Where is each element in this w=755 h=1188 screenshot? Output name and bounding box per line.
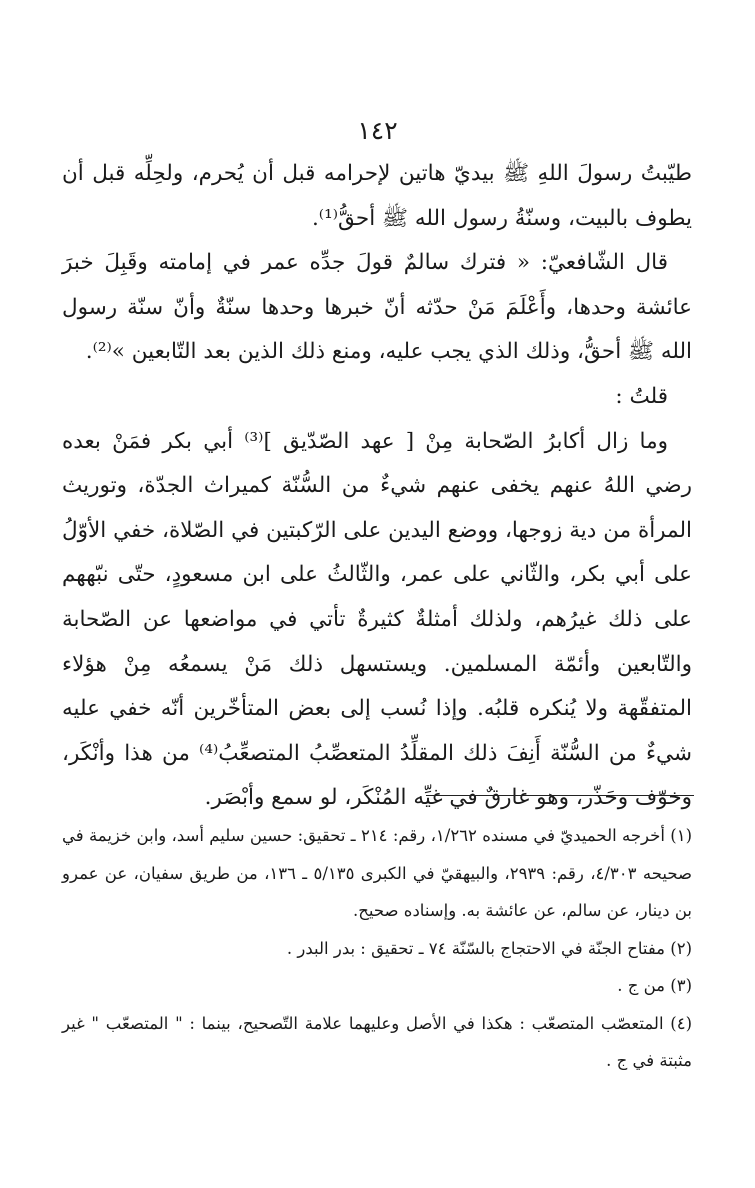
page-number: ١٤٢ <box>357 116 398 145</box>
footnote-1: (١) أخرجه الحميديّ في مسنده ١/٢٦٢، رقم: ٢١٤ ـ تحقيق: حسين سليم أسد، وابن خزيمة في صحيحه ٤/٣٠٣، رقم: ٢٩٣٩، والبيهقيّ في الكبرى ٥/١٣٥ ـ ١٣٦، من طريق سفيان، عن عمرو بن دينار، عن سالم، عن عائشة به. وإسناده صحيح. <box>62 826 693 920</box>
footnote-2: (٢) مفتاح الجنّة في الاحتجاج بالسّنّة ٧٤ ـ تحقيق : بدر البدر . <box>286 938 692 958</box>
footnote-3: (٣) من ج . <box>617 976 692 995</box>
paragraph-3: وما زال أكابرُ الصّحابة مِنْ [ عهد الصّدّيق ]⁽³⁾ أبي بكر فمَنْ بعده رضي اللهُ عنهم يخفى عنهم شيءٌ من السُّنّة كميراث الجدّة، وتوريث المرأة من دية زوجها، ووضع اليدين على الرّكبتين في الصّلاة، خفي الأوّلُ على أبي بكر، والثّاني على عمر، والثّالثُ على ابن مسعودٍ، حتّى نبّههم على ذلك غيرُهم، ولذلك أمثلةٌ كثيرةٌ تأتي في مواضعها عن الصّحابة والتّابعين وأئمّة المسلمين. ويستسهل ذلك مَنْ يسمعُه مِنْ هؤلاء المتفقّهة ولا يُنكره قلبُه. وإذا نُسب إلى بعض المتأخّرين أنّه خفي عليه شيءٌ من السُّنّة أَنِفَ ذلك المقلِّدُ المتعصِّبُ المتصعِّبُ⁽⁴⁾ من هذا وأنْكَر، وخوّف وحَذّر، وهو غارقٌ في غيِّه المُنْكَر، لو سمع وأبْصَر. <box>62 428 692 811</box>
paragraph-1: طيّبتُ رسولَ اللهِ ﷺ بيديّ هاتين لإحرامه قبل أن يُحرم، ولحِلِّه قبل أن يطوف بالبيت، وسنّةُ رسول الله ﷺ أحقُّ⁽¹⁾. <box>62 161 692 231</box>
main-text <box>62 152 692 821</box>
paragraph-qultu: قلتُ : <box>615 383 668 409</box>
footnote-4: (٤) المتعصّب المتصعّب : هكذا في الأصل وعليهما علامة التّصحيح، بينما : " المتصعّب " غير مثبتة في ج . <box>62 1013 692 1070</box>
paragraph-2: قال الشّافعيّ: « فترك سالمٌ قولَ جدِّه عمر في إمامته وقَبِلَ خبرَ عائشة وحدها، وأَعْلَمَ مَنْ حدّثه أنّ خبرها وحدها سنّةٌ وأنّ سنّة رسول الله ﷺ أحقُّ، وذلك الذي يجب عليه، ومنع ذلك الذين بعد التّابعين »⁽²⁾. <box>62 250 692 365</box>
footnotes <box>62 817 692 1080</box>
footnote-divider <box>426 795 694 796</box>
